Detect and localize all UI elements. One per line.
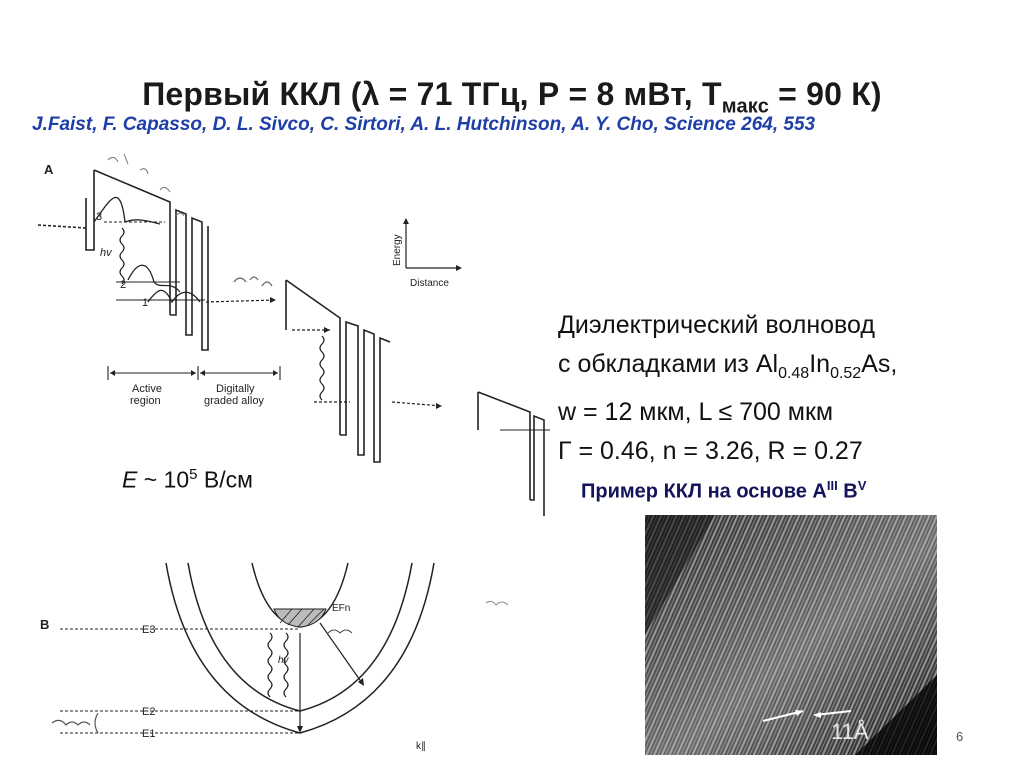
hv-label-a: hv [100,247,112,259]
band-stage-3 [478,392,544,516]
panel-label-b: B [40,617,50,632]
wavefunction-3 [94,197,160,224]
svg-text:region: region [130,395,161,407]
efn-label: EFn [332,603,351,614]
property-line-4: Г = 0.46, n = 3.26, R = 0.27 [558,437,863,465]
svg-text:E2: E2 [142,706,156,718]
svg-text:graded alloy: graded alloy [204,395,264,407]
axis-distance-label: Distance [410,278,449,289]
citation: J.Faist, F. Capasso, D. L. Sivco, C. Sirtori, A. L. Hutchinson, A. Y. Cho, Science 264, 553 [32,114,816,135]
svg-text:1: 1 [142,297,149,309]
svg-text:E3: E3 [142,624,156,636]
band-stage-2 [286,280,390,462]
property-line-1: Диэлектрический волновод [558,311,875,339]
svg-text:Active: Active [132,383,162,395]
slide-title: Первый ККЛ (λ = 71 ТГц, Р = 8 мВт, $Т_{макс} = 90$ К) [142,76,882,118]
svg-text:3: 3 [96,211,103,223]
k-axis-label: k∥ [416,741,426,752]
wavefunction-2 [128,265,180,292]
band-diagram-a [30,140,560,520]
photon-wave-b [320,336,324,400]
photo-caption: Пример ККЛ на основе $A^{III}$ $B^V$ [581,478,867,503]
lambda-symbol: λ [361,76,380,112]
axis-energy-label: Energy [392,234,403,266]
svg-text:2: 2 [120,279,127,291]
svg-text:Digitally: Digitally [216,383,255,395]
property-line-3: w = 12 мкм, L ≤ 700 мкм [558,398,834,426]
property-line-2: с обкладками из $Al_{0.48}In_{0.52}As$, [558,350,898,382]
svg-text:E1: E1 [142,728,156,740]
photon-wave-a [120,228,124,284]
subband-diagram-b [30,553,550,758]
page-number: 6 [956,729,964,744]
hv-label-b: hv [278,655,289,666]
field-strength: E ~ $10^5$ В/см [122,466,253,493]
tem-micrograph [645,515,937,755]
scale-label: 11Å [831,719,869,744]
energy-distance-axes [406,220,460,268]
band-stage-1 [38,170,208,350]
panel-label-a: A [44,162,54,177]
waveguide-properties [558,306,897,471]
